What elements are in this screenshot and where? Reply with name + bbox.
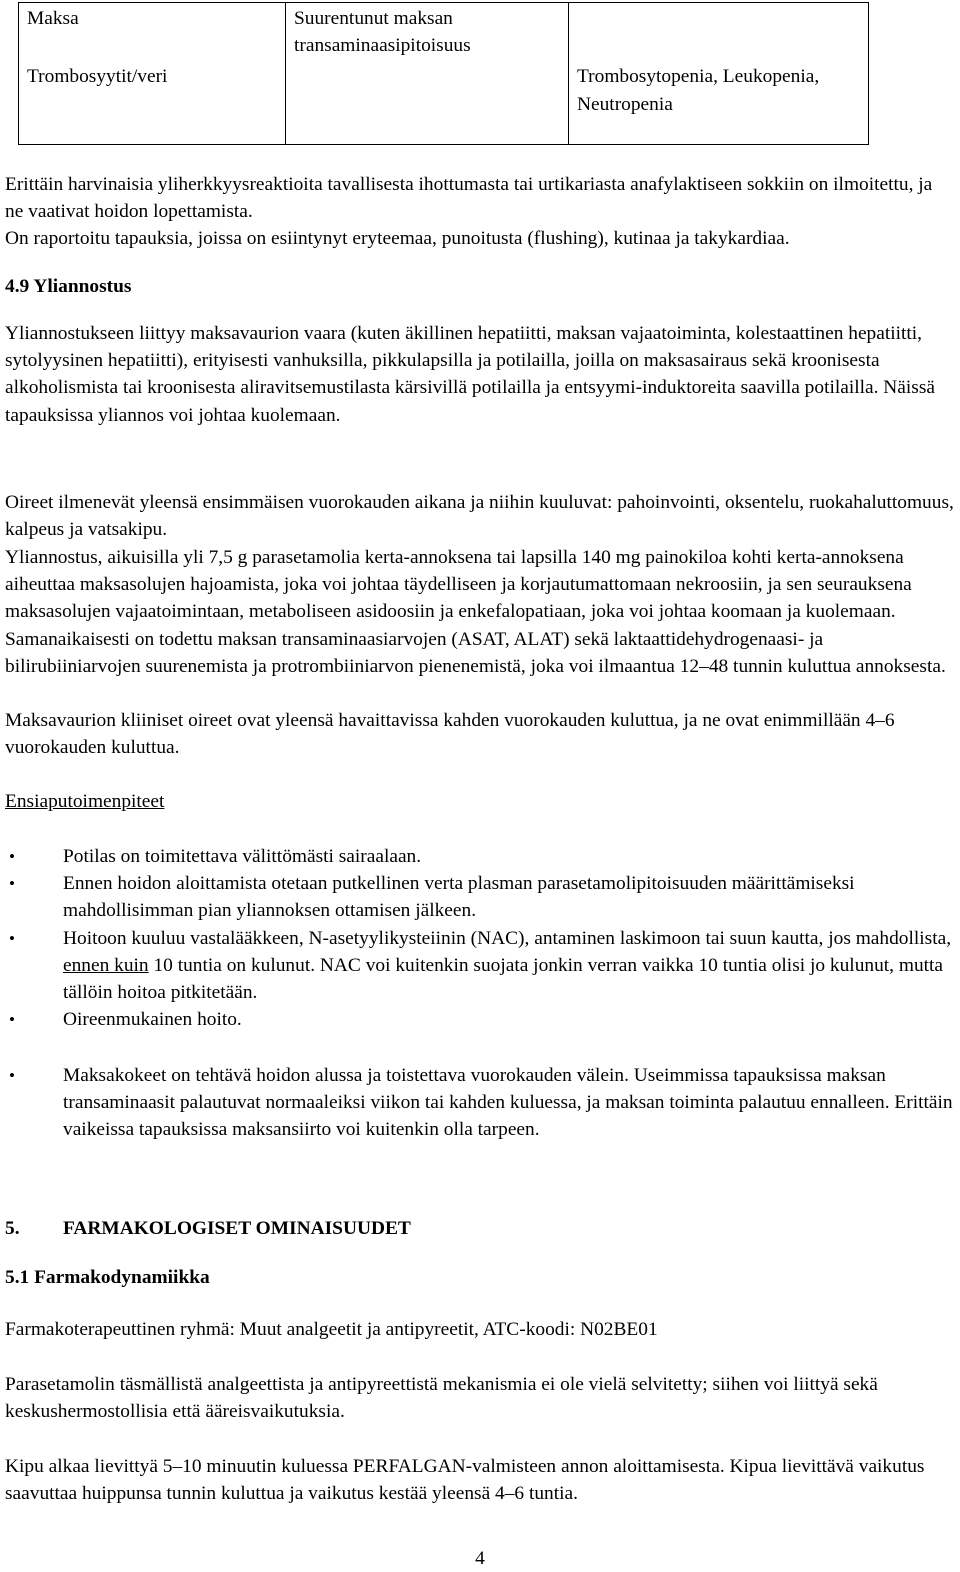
- list-item-text: Oireenmukainen hoito.: [63, 1009, 242, 1031]
- list-item-text: Hoitoon kuuluu vastalääkkeen, N-asetyylikysteiinin (NAC), antaminen laskimoon tai suun kautta, jos mahdollista,: [63, 927, 952, 949]
- bullet-icon: •: [9, 928, 15, 948]
- bullet-icon: •: [9, 1010, 15, 1030]
- section-title: FARMAKOLOGISET OMINAISUUDET: [63, 1218, 411, 1239]
- page-number: 4: [475, 1548, 485, 1569]
- side-effect-text: Suurentunut maksan transaminaasipitoisuus: [294, 8, 471, 57]
- table-cell: [569, 61, 869, 145]
- table-cell: [286, 61, 569, 145]
- list-item-text: Ennen hoidon aloittamista otetaan putkellinen verta plasman parasetamolipitoisuuden määrittämiseksi mahdollisimman pian yliannoksen ottamisen jälkeen.: [63, 873, 855, 922]
- list-item: [5, 925, 955, 1007]
- bullet-icon: •: [9, 1066, 15, 1085]
- organ-class-label: Trombosyytit/veri: [27, 66, 168, 88]
- table-row: [19, 61, 869, 145]
- paragraph-hypersensitivity: Erittäin harvinaisia yliherkkyysreaktioita tavallisesta ihottumasta tai urtikariasta anafylaktiseen sokkiin on ilmoitettu, ja ne vaativat hoidon lopettamista.: [5, 174, 933, 223]
- paragraph-symptoms: Oireet ilmenevät yleensä ensimmäisen vuorokauden aikana ja niihin kuuluvat: pahoinvointi, oksentelu, ruokahaluttomuus, kalpeus ja vatsakipu.: [5, 492, 954, 541]
- table-cell: [286, 3, 569, 62]
- section-heading-5-1: 5.1 Farmakodynamiikka: [5, 1267, 210, 1288]
- bullet-icon: •: [9, 847, 15, 866]
- list-item: [5, 843, 955, 870]
- first-aid-list: [5, 843, 955, 1033]
- bullet-icon: •: [9, 874, 15, 894]
- organ-class-label: Maksa: [27, 8, 79, 29]
- paragraph-overdose-details: Yliannostus, aikuisilla yli 7,5 g parasetamolia kerta-annoksena tai lapsilla 140 mg painokiloa kohti kerta-annoksena aiheuttaa maksasolujen hajoamista, joka voi johtaa täydelliseen ja korjautumattomaan nekroosiin, ja sen seurauksena maksasolujen vajaatoimintaan, metaboliseen asidoosiin ja enkefalopatiaan, joka voi johtaa koomaan ja kuolemaan. Samanaikaisesti on todettu maksan transaminaasiarvojen (ASAT, ALAT) sekä laktaattidehydrogenaasi- ja bilirubiiniarvojen suurenemista ja protrombiiniarvon pienenemistä, joka voi ilmaantua 12–48 tunnin kuluttua annoksesta.: [5, 547, 946, 677]
- section-heading-4-9: 4.9 Yliannostus: [5, 276, 132, 297]
- list-item: [5, 1062, 955, 1144]
- paragraph-clinical-symptoms: Maksavaurion kliiniset oireet ovat yleensä havaittavissa kahden vuorokauden kuluttua, ja ne ovat enimmillään 4–6 vuorokauden kuluttua.: [5, 710, 895, 759]
- list-item-text: Potilas on toimitettava välittömästi sairaalaan.: [63, 846, 422, 867]
- paragraph-reports: On raportoitu tapauksia, joissa on esiintynyt eryteemaa, punoitusta (flushing), kutinaa ja takykardiaa.: [5, 228, 790, 249]
- emphasis-underlined: ennen kuin: [63, 954, 149, 976]
- list-item-text: 10 tuntia on kulunut. NAC voi kuitenkin suojata jonkin verran vaikka 10 tuntia olisi jo kulunut, mutta tällöin hoitoa pitkitetään.: [63, 954, 944, 1004]
- table-cell: [19, 61, 286, 145]
- paragraph-pharmacotherapeutic-group: Farmakoterapeuttinen ryhmä: Muut analgeetit ja antipyreetit, ATC-koodi: N02BE01: [5, 1319, 658, 1340]
- list-item: [5, 870, 955, 924]
- section-heading-5: [5, 1215, 955, 1242]
- side-effect-text: Trombosytopenia, Leukopenia, Neutropenia: [577, 66, 820, 115]
- table-cell: [19, 3, 286, 62]
- side-effects-table: [18, 2, 869, 145]
- paragraph-onset: Kipu alkaa lievittyä 5–10 minuutin kuluessa PERFALGAN-valmisteen annon aloittamisesta. Kipua lievittävä vaikutus saavuttaa huippunsa tunnin kuluttua ja vaikutus kestää yleensä 4–6 tuntia.: [5, 1456, 925, 1505]
- list-item: [5, 1006, 955, 1033]
- list-item-text: Maksakokeet on tehtävä hoidon alussa ja toistettava vuorokauden välein. Useimmissa tapauksissa maksan transaminaasit palautuvat normaaleiksi viikon tai kahden kuluessa, ja maksan toiminta palautuu ennalleen. Erittäin vaikeissa tapauksissa maksansiirto voi kuitenkin olla tarpeen.: [63, 1065, 953, 1141]
- first-aid-heading: Ensiaputoimenpiteet: [5, 791, 165, 812]
- liver-tests-list: [5, 1062, 955, 1144]
- paragraph-mechanism: Parasetamolin täsmällistä analgeettista ja antipyreettistä mekanismia ei ole vielä selvitetty; siihen voi liittyä sekä keskushermostollisia että ääreisvaikutuksia.: [5, 1374, 878, 1423]
- table-cell: [569, 3, 869, 62]
- section-number: 5.: [5, 1218, 20, 1239]
- table-row: [19, 3, 869, 62]
- paragraph-overdose-risk: Yliannostukseen liittyy maksavaurion vaara (kuten äkillinen hepatiitti, maksan vajaatoiminta, kolestaattinen hepatiitti, sytolyysinen hepatiitti), erityisesti vanhuksilla, pikkulapsilla ja potilailla, joilla on maksasairaus sekä kroonisesta alkoholismista tai kroonisesta aliravitsemustilasta kärsivillä potilailla ja entsyymi-induktoreita saavilla potilailla. Näissä tapauksissa yliannos voi johtaa kuolemaan.: [5, 323, 936, 426]
